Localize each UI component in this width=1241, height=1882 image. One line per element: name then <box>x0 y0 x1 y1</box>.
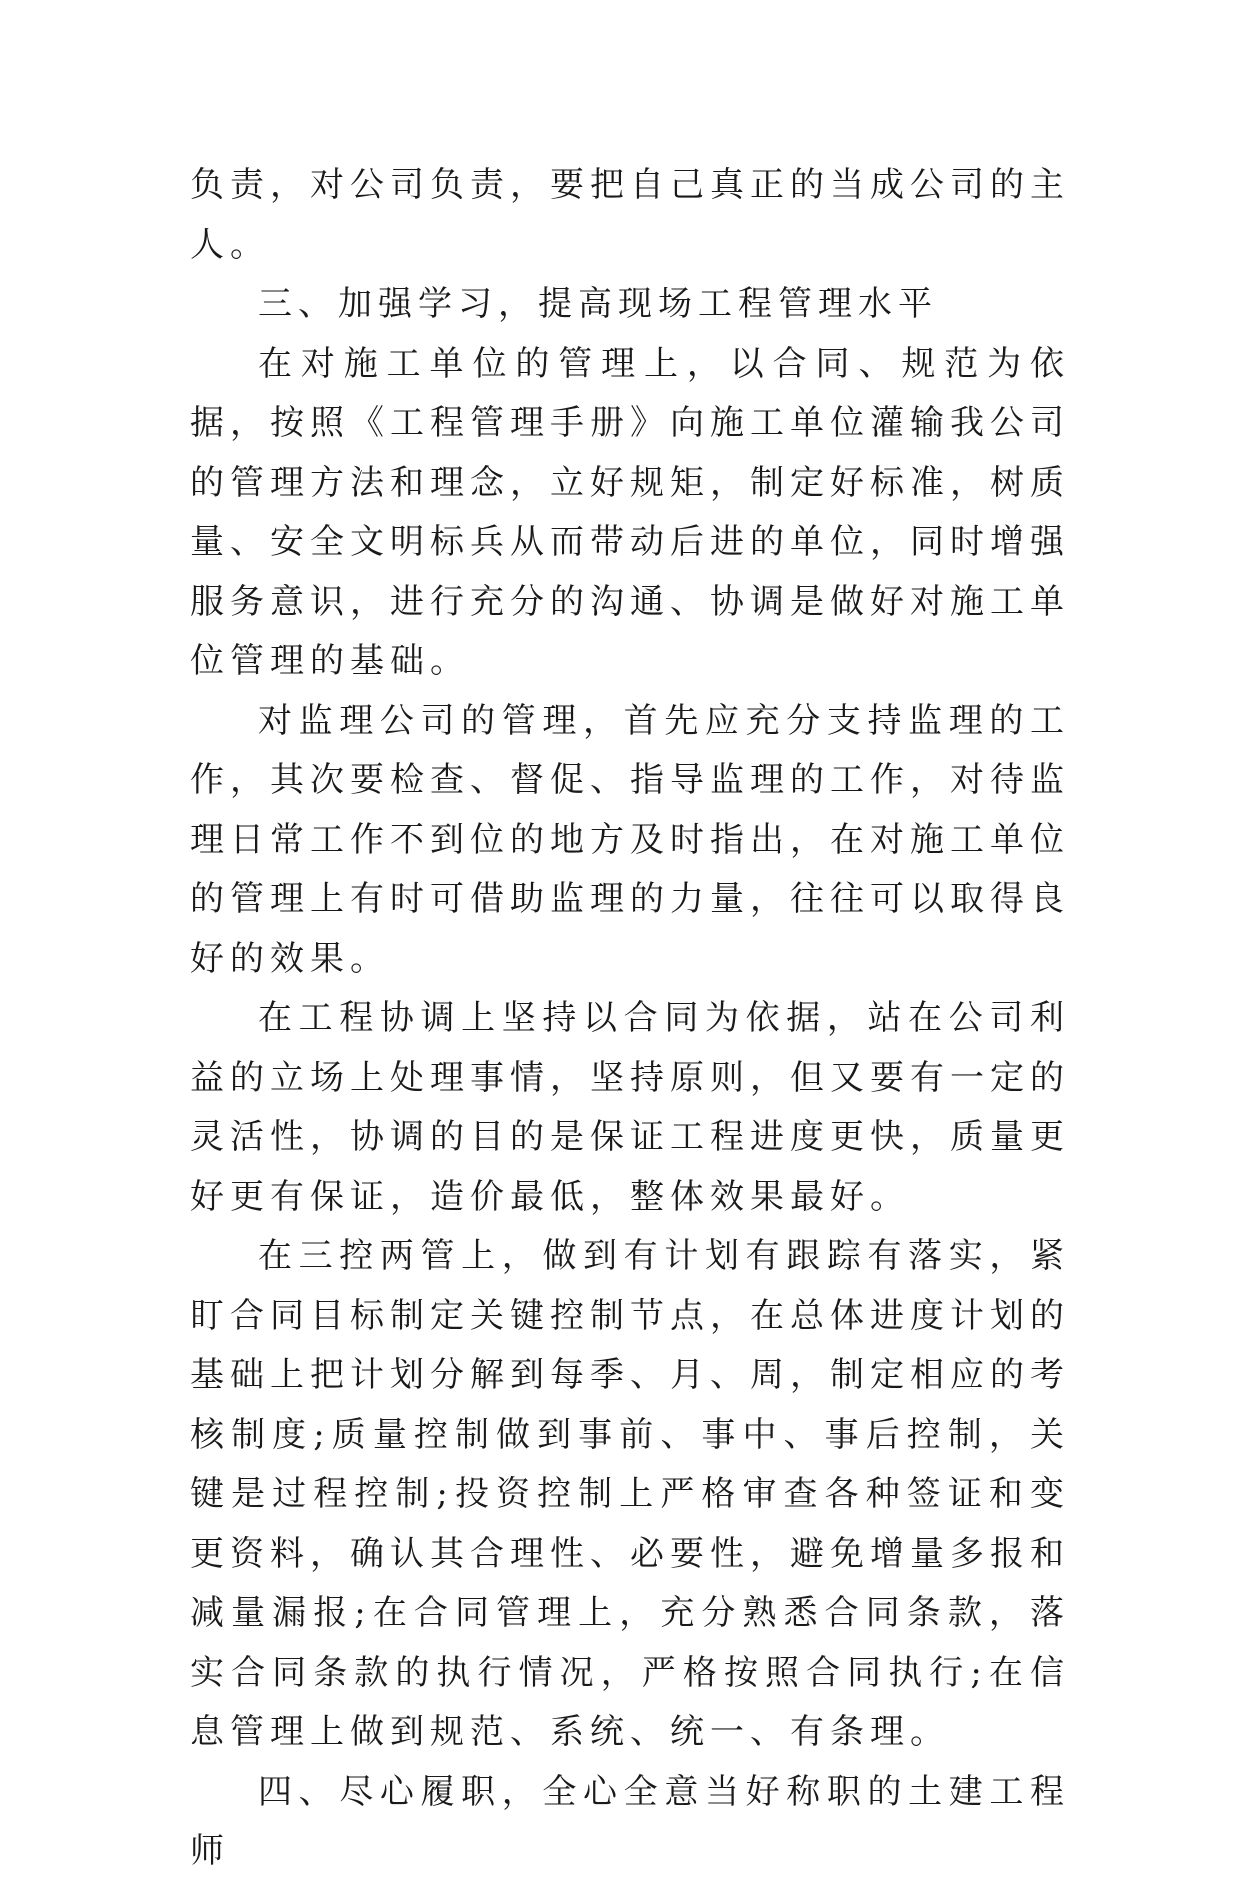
paragraph-construction-unit-management: 在对施工单位的管理上，以合同、规范为依据，按照《工程管理手册》向施工单位灌输我公司的管理方法和理念，立好规矩，制定好标准，树质量、安全文明标兵从而带动后进的单位，同时增强服务意识，进行充分的沟通、协调是做好对施工单位管理的基础。 <box>190 343 1070 681</box>
document-body <box>190 156 1070 1882</box>
section-heading-3: 三、加强学习，提高现场工程管理水平 <box>258 284 938 324</box>
paragraph-engineering-coordination: 在工程协调上坚持以合同为依据，站在公司利益的立场上处理事情，坚持原则，但又要有一定的灵活性，协调的目的是保证工程进度更快，质量更好更有保证，造价最低，整体效果最好。 <box>190 998 1070 1217</box>
paragraph-three-controls-two-managements: 在三控两管上，做到有计划有跟踪有落实，紧盯合同目标制定关键控制节点，在总体进度计划的基础上把计划分解到每季、月、周，制定相应的考核制度;质量控制做到事前、事中、事后控制，关键是过程控制;投资控制上严格审查各种签证和变更资料，确认其合理性、必要性，避免增量多报和减量漏报;在合同管理上，充分熟悉合同条款，落实合同条款的执行情况，严格按照合同执行;在信息管理上做到规范、系统、统一、有条理。 <box>190 1236 1070 1752</box>
section-heading-4: 四、尽心履职，全心全意当好称职的土建工程师 <box>190 1771 1070 1871</box>
paragraph-supervision-company-management: 对监理公司的管理，首先应充分支持监理的工作，其次要检查、督促、指导监理的工作，对待监理日常工作不到位的地方及时指出，在对施工单位的管理上有时可借助监理的力量，往往可以取得良好的效果。 <box>190 700 1070 979</box>
paragraph-continuation: 负责，对公司负责，要把自己真正的当成公司的主人。 <box>190 165 1070 265</box>
